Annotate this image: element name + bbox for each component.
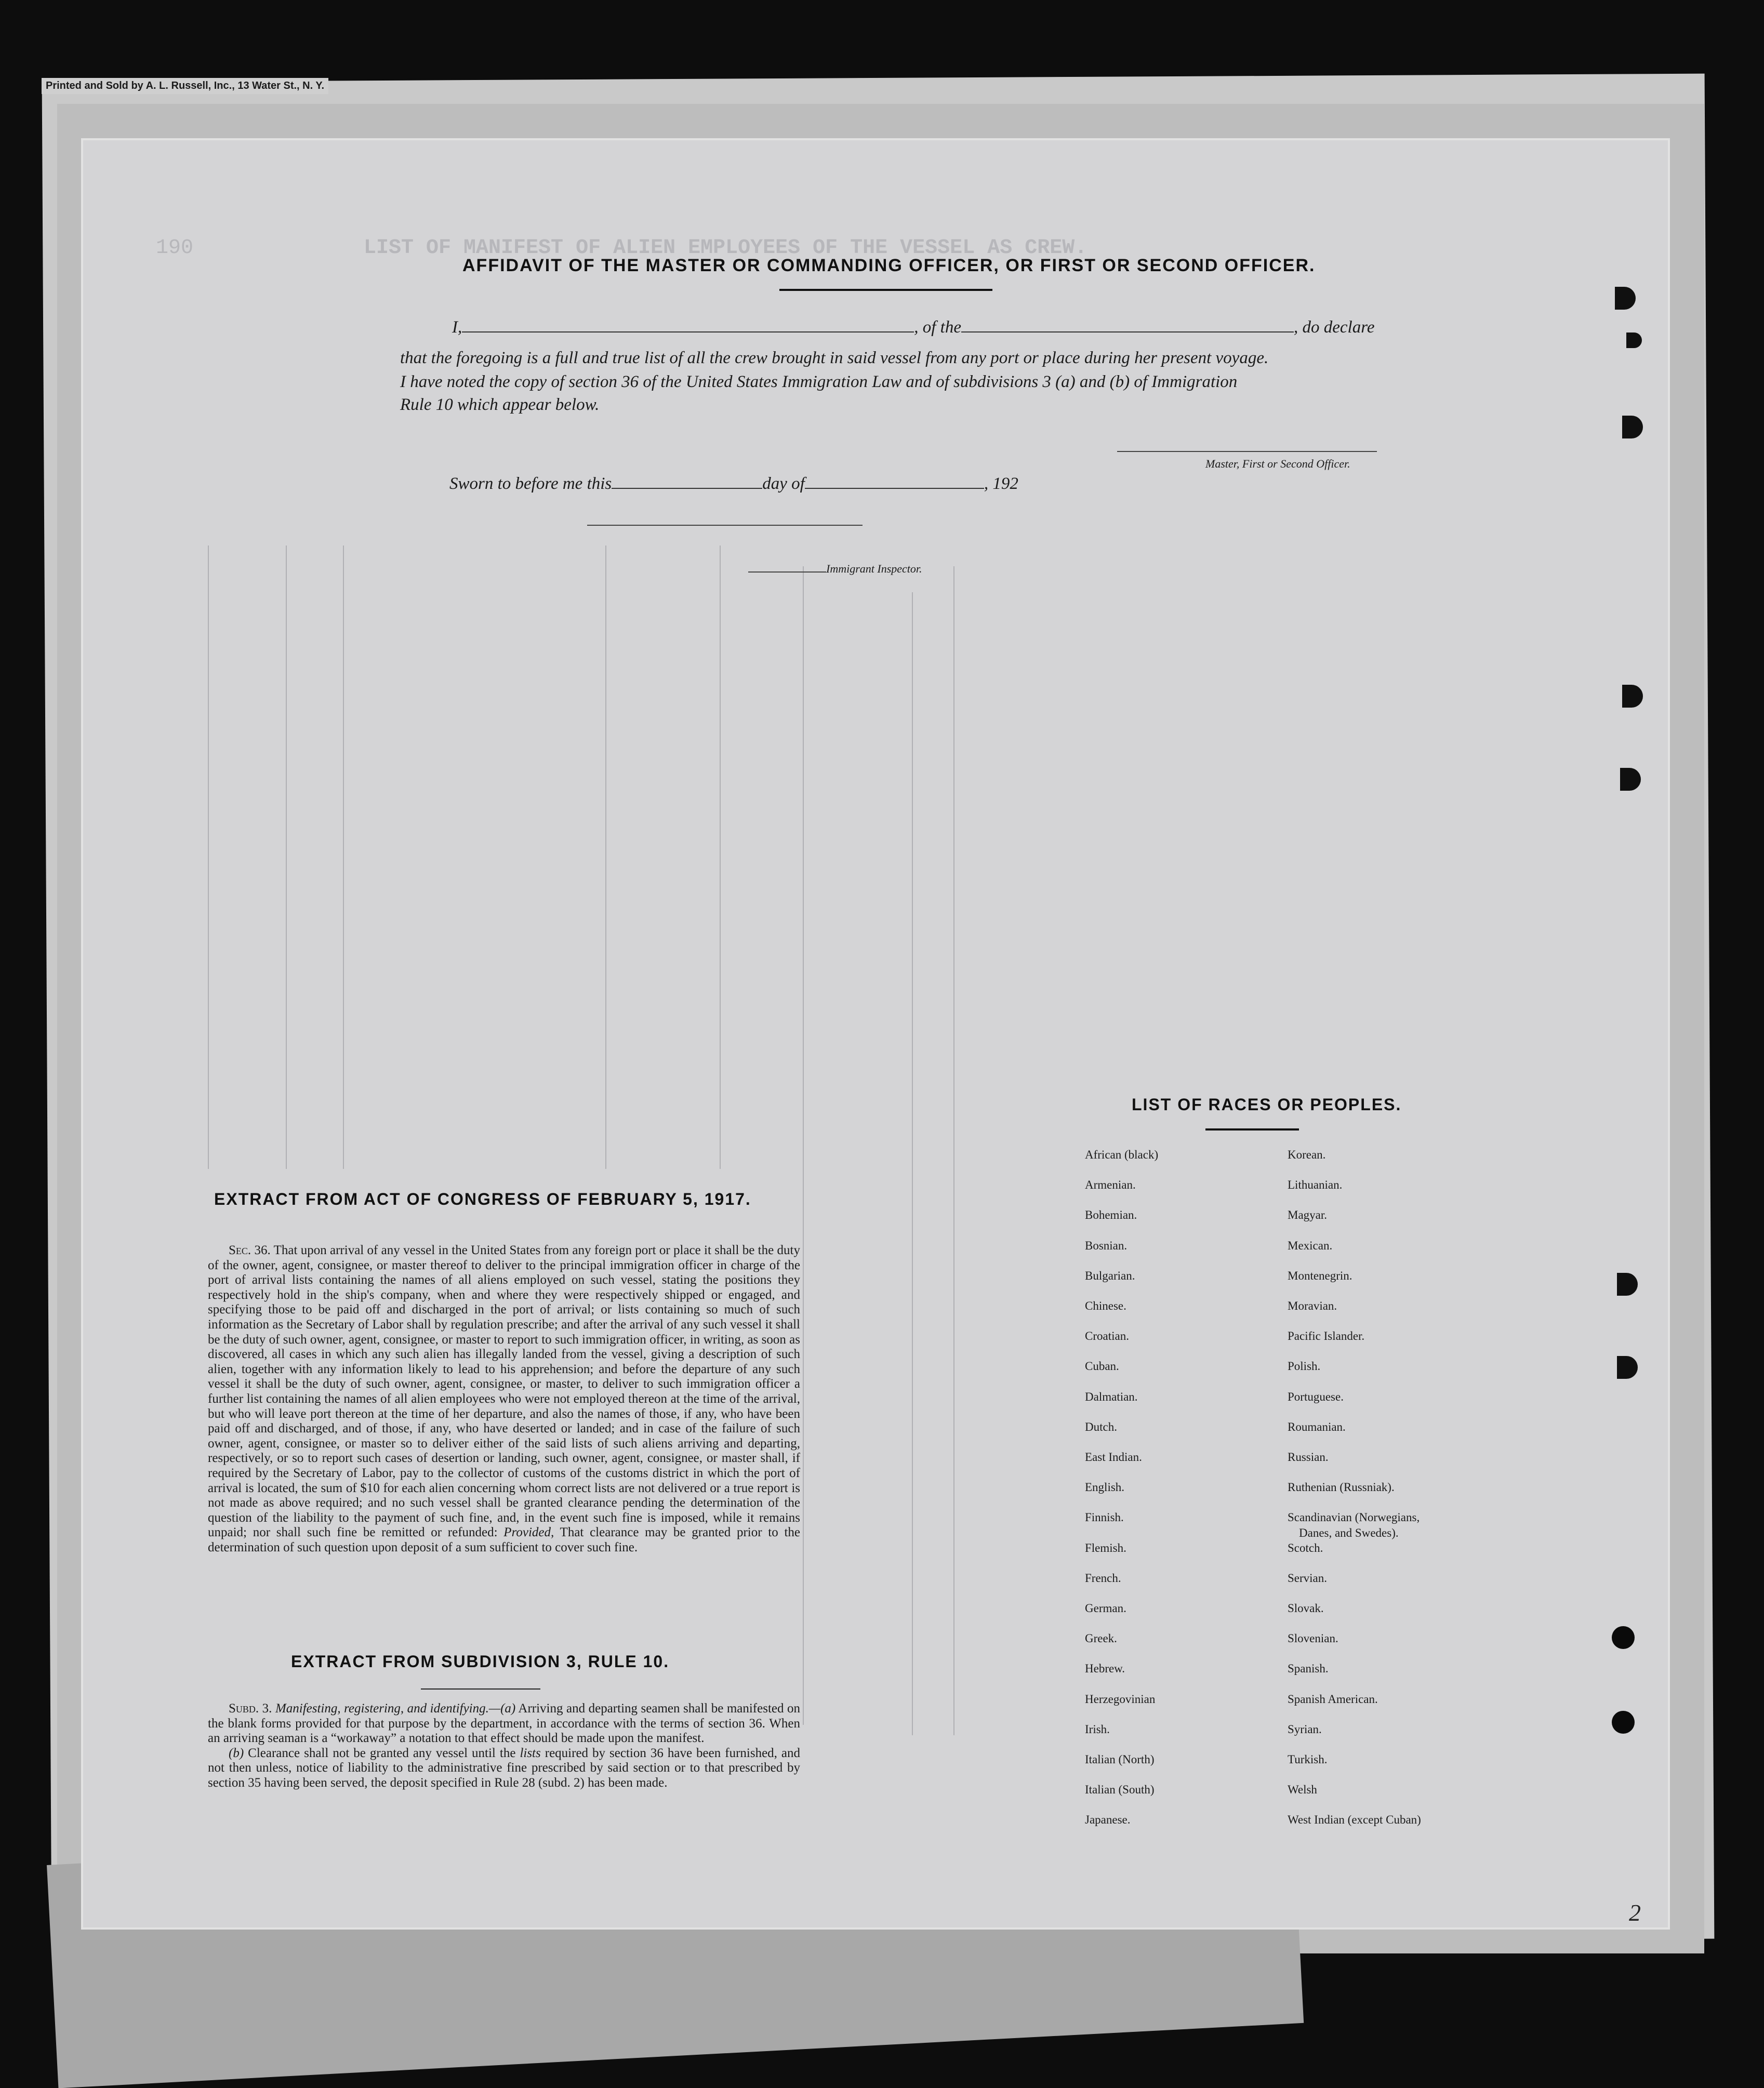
race-item: Irish. — [1085, 1722, 1110, 1736]
race-item: Slovenian. — [1288, 1632, 1338, 1645]
subd-label: Subd. 3. — [229, 1701, 272, 1715]
race-item: Italian (South) — [1085, 1783, 1155, 1797]
subdivision-3-text — [208, 1701, 800, 1791]
race-item: Bohemian. — [1085, 1208, 1137, 1222]
race-item: West Indian (except Cuban) — [1288, 1813, 1421, 1827]
affidavit-line-4: Rule 10 which appear below. — [400, 395, 600, 414]
race-item: Turkish. — [1288, 1753, 1328, 1766]
provided-word: Provided, — [503, 1525, 554, 1540]
title-underline — [779, 289, 992, 291]
race-item: Syrian. — [1288, 1722, 1322, 1736]
race-item: Russian. — [1288, 1451, 1329, 1464]
rule10-underline — [421, 1688, 540, 1690]
race-item: Portuguese. — [1288, 1390, 1344, 1403]
race-item: Scotch. — [1288, 1541, 1323, 1554]
sworn-label: Sworn to before me this — [449, 474, 612, 493]
sec-body: That upon arrival of any vessel in the United States from any foreign port or place it shall be the duty of the owner, agent, consignee, or master thereof to deliver to the principal immigration officer in charge of the port of arrival lists containing the names of all aliens employed on such vessel, stating the positions they respectively hold in the ship's company, when and where they were respectively shipped or engaged, and specifying those to be paid off and discharged in the port of arrival; or lists containing so much of such information as the Secretary of Labor shall by regulation prescribe; and after the arrival of any such vessel it shall be the duty of such owner, agent, consignee, or master to report to such immigration officer, in writing, as soon as discovered, all cases in which any such alien has illegally landed from the vessel, giving a description of such alien, together with any information likely to lead to his apprehension; and before the departure of any such vessel it shall be the duty of such owner, agent, consignee, or master, to deliver to such immigration officer a further list containing the names of all alien employees who were not employed thereon at the time of the arrival, but who will leave port thereon at the time of her departure, and also the names of those, if any, who have been paid off and discharged, and of those, if any, who have deserted or landed; and in case of the failure of such owner, agent, consignee, or master so to deliver either of the said lists of such aliens arriving and departing, respectively, or so to report such cases of desertion or landing, such owner, agent, consignee, or master shall, if required by the Secretary of Labor, pay to the collector of customs of the customs district in which the port of arrival is located, the sum of $10 for each alien concerning whom correct lists are not delivered or a true report is not made as above required; and no such vessel shall be granted clearance pending the determination of the question of the liability to the payment of such fine, and, in the event such fine is imposed, while it remains unpaid; nor shall such fine be remitted or refunded: — [208, 1243, 800, 1540]
race-item: Japanese. — [1085, 1813, 1131, 1827]
race-item: Dalmatian. — [1085, 1390, 1138, 1403]
race-item: Italian (North) — [1085, 1753, 1155, 1766]
race-item: Lithuanian. — [1288, 1178, 1343, 1192]
binder-hole — [1626, 333, 1642, 348]
master-signature-label: Master, First or Second Officer. — [1205, 457, 1350, 470]
race-continuation: Danes, and Swedes). — [1299, 1526, 1399, 1539]
act-title: EXTRACT FROM ACT OF CONGRESS OF FEBRUARY 5, 1917. — [214, 1190, 751, 1208]
bleed-through-number: 190 — [156, 236, 194, 260]
race-item: French. — [1085, 1571, 1121, 1585]
master-signature-line[interactable] — [1117, 451, 1377, 452]
race-item: Bulgarian. — [1085, 1269, 1135, 1282]
subd-heading: Manifesting, registering, and identifying.—(a) — [275, 1701, 516, 1715]
race-item: Greek. — [1085, 1632, 1117, 1645]
faint-column-rule — [803, 566, 804, 1725]
sec-tail: That clearance may be granted prior to the determination of such question upon deposit of a sum sufficient to cover such fine. — [208, 1525, 800, 1554]
faint-column-rule — [912, 592, 913, 1735]
section-36-text — [208, 1243, 800, 1555]
race-item: Moravian. — [1288, 1299, 1337, 1312]
race-item: English. — [1085, 1481, 1125, 1494]
race-item: African (black) — [1085, 1148, 1159, 1161]
subd-b2: required by section 36 have been furnished, and not then unless, notice of liability to the administrative fine prescribed by said section or to that prescribed by section 35 having been served, the deposit specified in Rule 28 (subd. 2) has been made. — [208, 1746, 801, 1790]
race-item: Finnish. — [1085, 1511, 1124, 1524]
race-item: German. — [1085, 1602, 1126, 1615]
race-item: Chinese. — [1085, 1299, 1126, 1312]
vessel-name-blank[interactable] — [961, 331, 1294, 333]
affidavit-i-label: I, — [452, 318, 462, 337]
race-item: Croatian. — [1085, 1329, 1129, 1343]
sworn-day-blank[interactable] — [612, 488, 762, 489]
day-of-label: day of — [762, 474, 805, 493]
races-title: LIST OF RACES OR PEOPLES. — [1132, 1095, 1402, 1114]
officer-name-blank[interactable] — [462, 331, 914, 333]
binder-hole — [1612, 1626, 1635, 1649]
affidavit-line-1 — [452, 318, 1374, 337]
year-label: , 192 — [984, 474, 1018, 493]
faint-column-rule — [286, 546, 287, 1169]
faint-column-rule — [720, 546, 721, 1169]
race-item: Slovak. — [1288, 1602, 1324, 1615]
faint-column-rule — [953, 566, 954, 1735]
race-item: Cuban. — [1085, 1360, 1119, 1373]
affidavit-do-declare: , do declare — [1293, 318, 1375, 337]
binder-hole — [1612, 1711, 1635, 1734]
race-item: Ruthenian (Russniak). — [1288, 1481, 1395, 1494]
affidavit-of-the: , of the — [914, 318, 961, 337]
inspector-signature-line[interactable] — [587, 525, 863, 526]
race-item: Korean. — [1288, 1148, 1326, 1161]
affidavit-line-2: that the foregoing is a full and true list of all the crew brought in said vessel from any port or place during her present voyage. — [400, 349, 1269, 367]
b-label: (b) — [229, 1746, 244, 1760]
corner-mark: 2 — [1629, 1899, 1641, 1926]
race-item: Roumanian. — [1288, 1420, 1346, 1433]
race-item: East Indian. — [1085, 1451, 1142, 1464]
bleed-through-header: LIST OF MANIFEST OF ALIEN EMPLOYEES OF THE VESSEL AS CREW. — [364, 236, 1087, 260]
faint-column-rule — [208, 546, 209, 1169]
affidavit-title: AFFIDAVIT OF THE MASTER OR COMMANDING OFFICER, OR FIRST OR SECOND OFFICER. — [462, 256, 1316, 275]
race-item: Montenegrin. — [1288, 1269, 1352, 1282]
faint-column-rule — [343, 546, 344, 1169]
sworn-line — [449, 474, 1018, 494]
race-item: Dutch. — [1085, 1420, 1117, 1433]
race-item: Servian. — [1288, 1571, 1328, 1585]
race-item: Pacific Islander. — [1288, 1329, 1365, 1343]
subd-b1: Clearance shall not be granted any vessel until the — [248, 1746, 516, 1760]
race-item: Herzegovinian — [1085, 1692, 1156, 1706]
race-item: Spanish American. — [1288, 1692, 1378, 1706]
printer-imprint: Printed and Sold by A. L. Russell, Inc., 13 Water St., N. Y. — [42, 78, 328, 94]
race-item: Armenian. — [1085, 1178, 1136, 1192]
race-item: Magyar. — [1288, 1208, 1328, 1222]
faint-column-rule — [605, 546, 606, 1169]
affidavit-line-3: I have noted the copy of section 36 of the United States Immigration Law and of subdivisions 3 (a) and (b) of Immigration — [400, 373, 1238, 391]
sworn-month-blank[interactable] — [805, 488, 984, 489]
race-item: Bosnian. — [1085, 1239, 1128, 1252]
inspector-label: Immigrant Inspector. — [826, 562, 922, 575]
race-item: Scandinavian (Norwegians, — [1288, 1511, 1420, 1524]
lists-word: lists — [520, 1746, 541, 1760]
race-item: Spanish. — [1288, 1662, 1329, 1675]
subd-a: Arriving and departing seamen shall be manifested on the blank forms provided for that purpose by the department, in accordance with the terms of section 36. When an arriving seaman is a “workaway” a notation to that effect should be made upon the manifest. — [208, 1701, 801, 1746]
rule10-title: EXTRACT FROM SUBDIVISION 3, RULE 10. — [291, 1652, 670, 1671]
sec-label: Sec. 36. — [229, 1243, 271, 1257]
races-underline — [1205, 1128, 1299, 1131]
race-item: Welsh — [1288, 1783, 1317, 1797]
race-item: Mexican. — [1288, 1239, 1333, 1252]
race-item: Flemish. — [1085, 1541, 1126, 1554]
race-item: Hebrew. — [1085, 1662, 1125, 1675]
race-item: Polish. — [1288, 1360, 1321, 1373]
inspector-signature-tick — [748, 571, 826, 573]
